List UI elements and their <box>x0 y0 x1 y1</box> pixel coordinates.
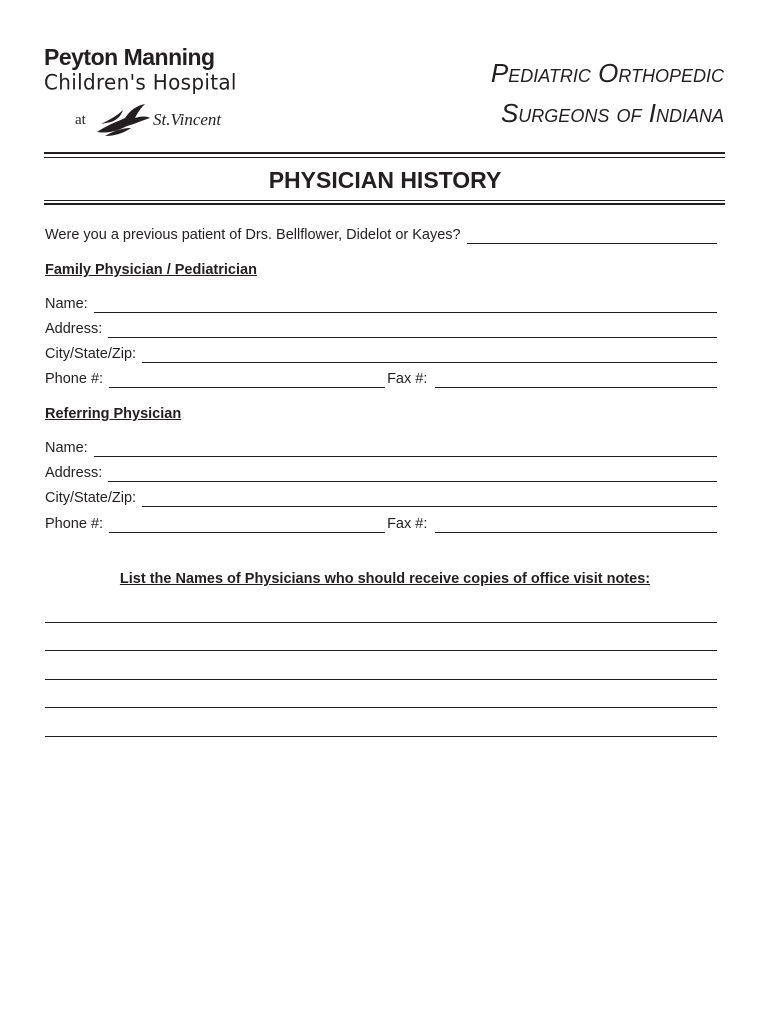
previous-patient-field[interactable] <box>467 228 717 244</box>
family-name-label: Name: <box>45 296 88 312</box>
family-fax-field[interactable] <box>435 372 717 388</box>
copies-line[interactable] <box>45 707 717 708</box>
referring-city-label: City/State/Zip: <box>45 490 137 506</box>
family-address-label: Address: <box>45 321 103 337</box>
family-city-field[interactable] <box>142 347 717 363</box>
family-address-row <box>45 318 717 338</box>
title-divider <box>44 203 725 205</box>
page-title: PHYSICIAN HISTORY <box>268 167 502 193</box>
family-phone-fax-row <box>45 368 717 388</box>
family-city-row <box>45 343 717 363</box>
referring-physician-heading: Referring Physician <box>45 406 182 422</box>
referring-address-row <box>45 462 717 482</box>
hospital-logo-subname: Children's Hospital <box>44 69 237 95</box>
copies-line[interactable] <box>45 679 717 680</box>
family-city-label: City/State/Zip: <box>45 346 137 362</box>
referring-city-field[interactable] <box>142 491 717 507</box>
family-fax-label: Fax #: <box>387 371 428 387</box>
copies-heading: List the Names of Physicians who should receive copies of office visit notes: <box>119 571 651 587</box>
referring-fax-label: Fax #: <box>387 516 428 532</box>
family-name-row <box>45 293 717 313</box>
copies-line[interactable] <box>45 736 717 737</box>
referring-city-row <box>45 487 717 507</box>
referring-phone-field[interactable] <box>109 517 385 533</box>
referring-phone-label: Phone #: <box>45 516 104 532</box>
hospital-logo-name: Peyton Manning <box>44 44 215 70</box>
title-divider-thin <box>44 200 725 201</box>
family-phone-label: Phone #: <box>45 371 104 387</box>
referring-address-field[interactable] <box>108 466 717 482</box>
copies-line[interactable] <box>45 622 717 623</box>
st-vincent-logo-text: St.Vincent <box>153 110 222 129</box>
referring-name-row <box>45 437 717 457</box>
family-address-field[interactable] <box>108 322 717 338</box>
dove-logo-icon <box>95 102 151 138</box>
header-divider-thin <box>44 157 725 158</box>
previous-patient-row <box>45 224 717 244</box>
referring-address-label: Address: <box>45 465 103 481</box>
referring-phone-fax-row <box>45 513 717 533</box>
org-name-line1: Pediatric Orthopedic <box>490 58 724 88</box>
family-physician-heading: Family Physician / Pediatrician <box>45 262 257 278</box>
previous-patient-label: Were you a previous patient of Drs. Bellflower, Didelot or Kayes? <box>45 227 461 243</box>
header-divider <box>44 152 725 154</box>
logo-at-text: at <box>75 112 86 128</box>
family-phone-field[interactable] <box>109 372 385 388</box>
referring-fax-field[interactable] <box>435 517 717 533</box>
referring-name-field[interactable] <box>94 441 717 457</box>
org-name-line2: Surgeons of Indiana <box>500 98 724 128</box>
referring-name-label: Name: <box>45 440 88 456</box>
copies-line[interactable] <box>45 650 717 651</box>
family-name-field[interactable] <box>94 297 717 313</box>
